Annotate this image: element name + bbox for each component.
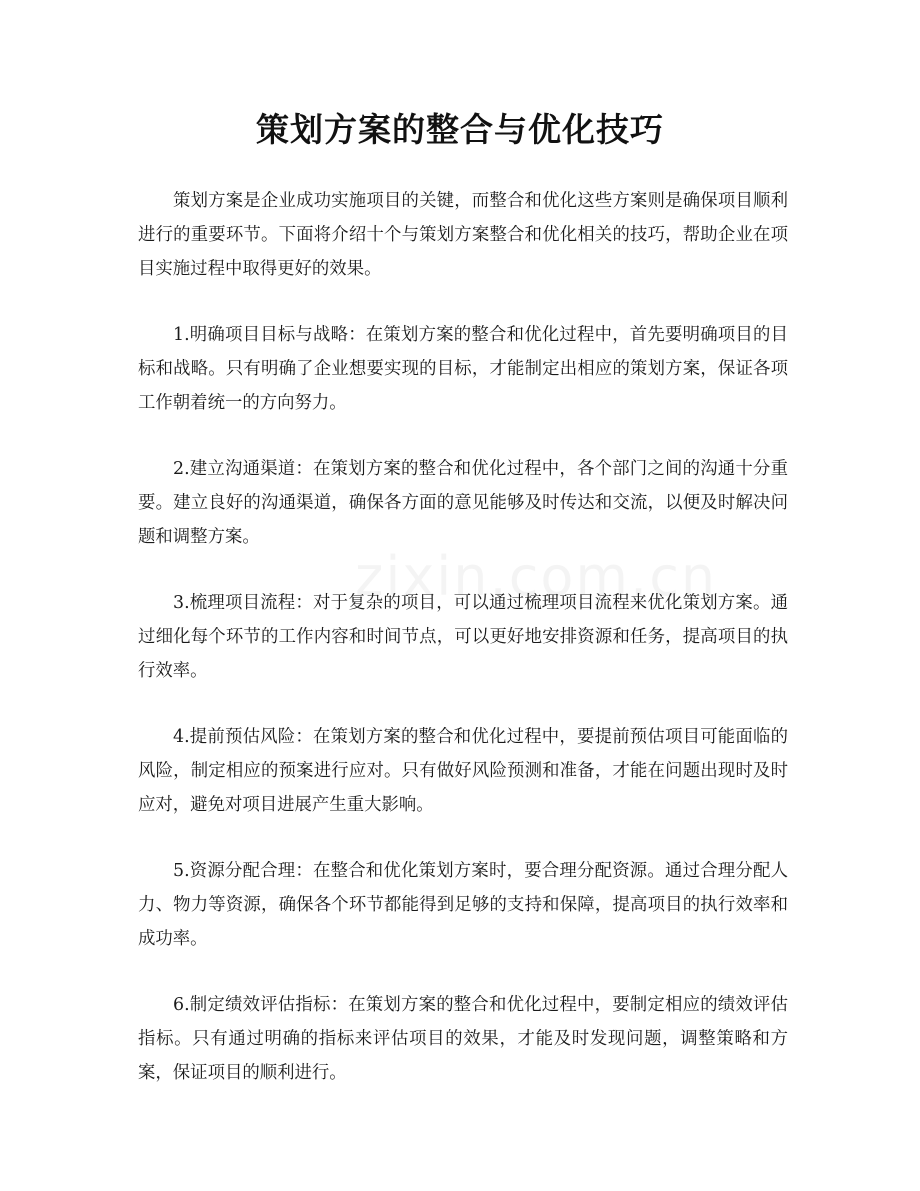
paragraph-tip-1: 1.明确项目目标与战略：在策划方案的整合和优化过程中，首先要明确项目的目标和战略。只有明确了企业想要实现的目标，才能制定出相应的策划方案，保证各项工作朝着统一的方向努力。 (138, 325, 788, 413)
intro-paragraph: 策划方案是企业成功实施项目的关键，而整合和优化这些方案则是确保项目顺利进行的重要环节。下面将介绍十个与策划方案整合和优化相关的技巧，帮助企业在项目实施过程中取得更好的效果。 (138, 191, 788, 279)
paragraph-tip-4: 4.提前预估风险：在策划方案的整合和优化过程中，要提前预估项目可能面临的风险，制定相应的预案进行应对。只有做好风险预测和准备，才能在问题出现时及时应对，避免对项目进展产生重大影响。 (138, 727, 788, 815)
paragraph-tip-2: 2.建立沟通渠道：在策划方案的整合和优化过程中，各个部门之间的沟通十分重要。建立良好的沟通渠道，确保各方面的意见能够及时传达和交流，以便及时解决问题和调整方案。 (138, 459, 788, 547)
paragraph-tip-6: 6.制定绩效评估指标：在策划方案的整合和优化过程中，要制定相应的绩效评估指标。只有通过明确的指标来评估项目的效果，才能及时发现问题，调整策略和方案，保证项目的顺利进行。 (138, 995, 788, 1083)
page-title: 策划方案的整合与优化技巧 (256, 110, 664, 149)
document-body (138, 184, 788, 1122)
paragraph-tip-5: 5.资源分配合理：在整合和优化策划方案时，要合理分配资源。通过合理分配人力、物力等资源，确保各个环节都能得到足够的支持和保障，提高项目的执行效率和成功率。 (138, 861, 788, 949)
paragraph-tip-3: 3.梳理项目流程：对于复杂的项目，可以通过梳理项目流程来优化策划方案。通过细化每个环节的工作内容和时间节点，可以更好地安排资源和任务，提高项目的执行效率。 (138, 593, 788, 681)
